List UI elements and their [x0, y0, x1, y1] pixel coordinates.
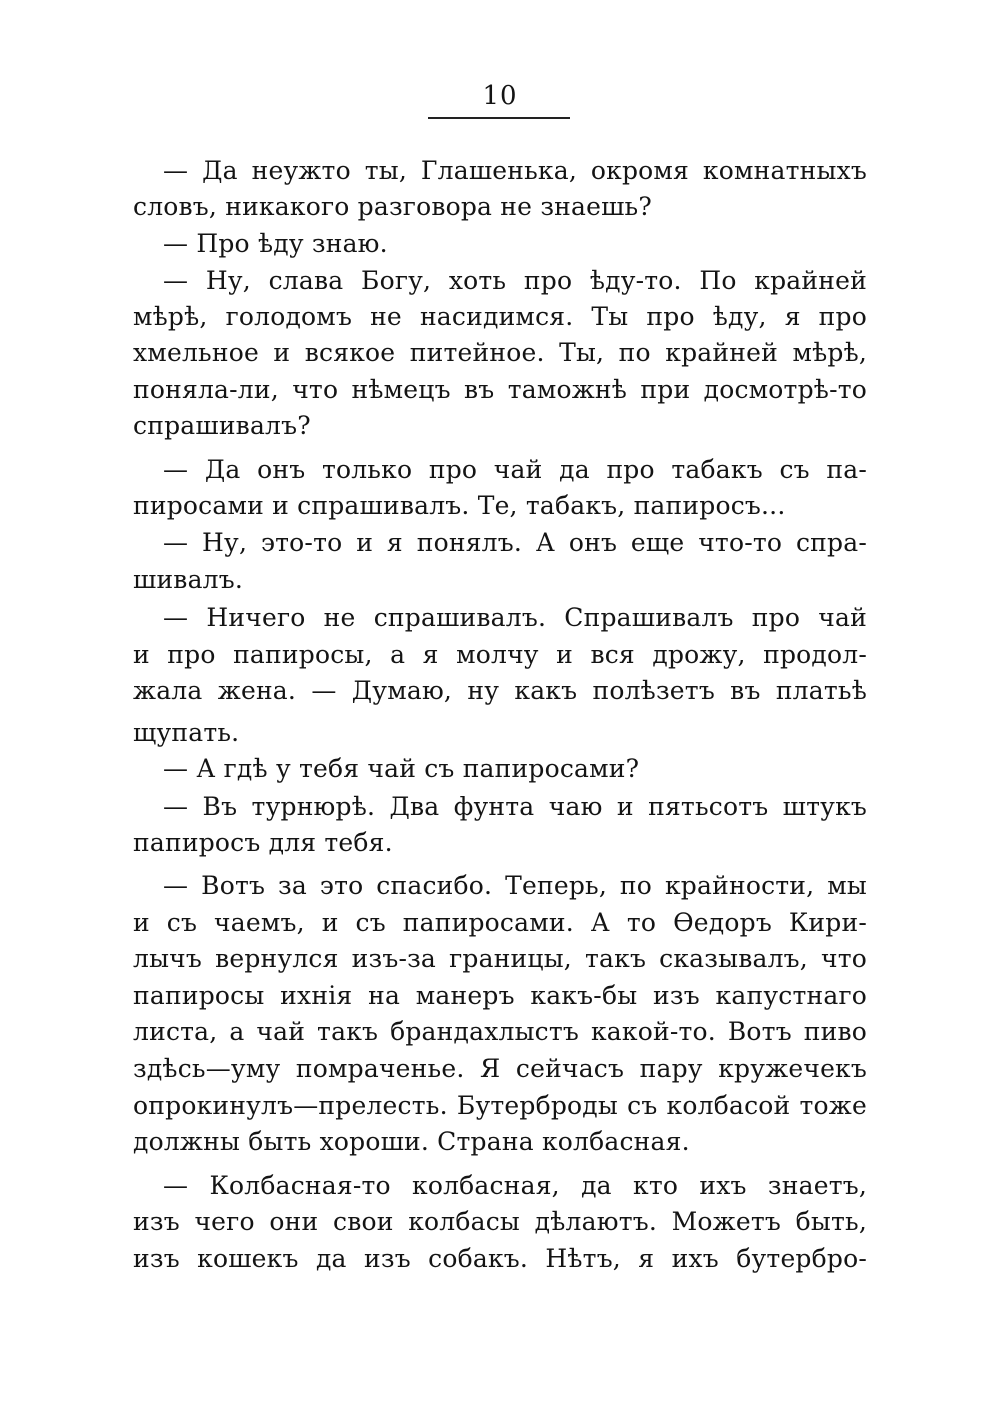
text-line: поняла-ли, что нѣмецъ въ таможнѣ при досмотрѣ-то: [133, 375, 867, 404]
text-line: изъ кошекъ да изъ собакъ. Нѣтъ, я ихъ бутербро-: [133, 1244, 867, 1273]
text-line: словъ, никакого разговора не знаешь?: [133, 192, 652, 221]
text-line: листа, а чай такъ брандахлыстъ какой-то. Вотъ пиво: [133, 1017, 867, 1046]
text-line: мѣрѣ, голодомъ не насидимся. Ты про ѣду, я про: [133, 302, 867, 331]
text-line: — Да онъ только про чай да про табакъ съ па-: [163, 455, 867, 484]
text-line: здѣсь—уму помраченье. Я сейчасъ пару кружечекъ: [133, 1054, 867, 1083]
text-line: спрашивалъ?: [133, 411, 311, 440]
text-line: лычъ вернулся изъ-за границы, такъ сказывалъ, что: [133, 944, 867, 973]
text-line: — Ну, слава Богу, хоть про ѣду-то. По крайней: [163, 266, 867, 295]
text-line: и съ чаемъ, и съ папиросами. А то Ѳедоръ Кири-: [133, 908, 867, 937]
text-line: — Ну, это-то и я понялъ. А онъ еще что-то спра-: [163, 528, 867, 557]
text-line: изъ чего они свои колбасы дѣлаютъ. Можетъ быть,: [133, 1207, 867, 1236]
text-line: — Ничего не спрашивалъ. Спрашивалъ про чай: [163, 603, 867, 632]
text-line: и про папиросы, а я молчу и вся дрожу, продол-: [133, 640, 867, 669]
text-line: — Да неужто ты, Глашенька, окромя комнатныхъ: [163, 156, 867, 185]
page-number: 10: [482, 81, 518, 111]
text-line: — Въ турнюрѣ. Два фунта чаю и пятьсотъ штукъ: [163, 792, 867, 821]
text-line: — Колбасная-то колбасная, да кто ихъ знаетъ,: [163, 1171, 867, 1200]
text-line: шивалъ.: [133, 565, 244, 594]
text-line: — А гдѣ у тебя чай съ папиросами?: [163, 754, 640, 783]
header-rule: [428, 117, 570, 119]
text-line: жала жена. — Думаю, ну какъ полѣзетъ въ платьѣ: [133, 676, 867, 705]
text-line: папиросъ для тебя.: [133, 828, 393, 857]
text-line: опрокинулъ—прелесть. Бутерброды съ колбасой тоже: [133, 1091, 867, 1120]
text-line: должны быть хороши. Страна колбасная.: [133, 1127, 690, 1156]
text-line: щупать.: [133, 718, 240, 747]
text-line: — Про ѣду знаю.: [163, 229, 388, 258]
text-line: — Вотъ за это спасибо. Теперь, по крайности, мы: [163, 871, 867, 900]
text-line: хмельное и всякое питейное. Ты, по крайней мѣрѣ,: [133, 338, 867, 367]
text-line: пиросами и спрашивалъ. Те, табакъ, папиросъ...: [133, 491, 786, 520]
text-line: папиросы ихнія на манеръ какъ-бы изъ капустнаго: [133, 981, 867, 1010]
